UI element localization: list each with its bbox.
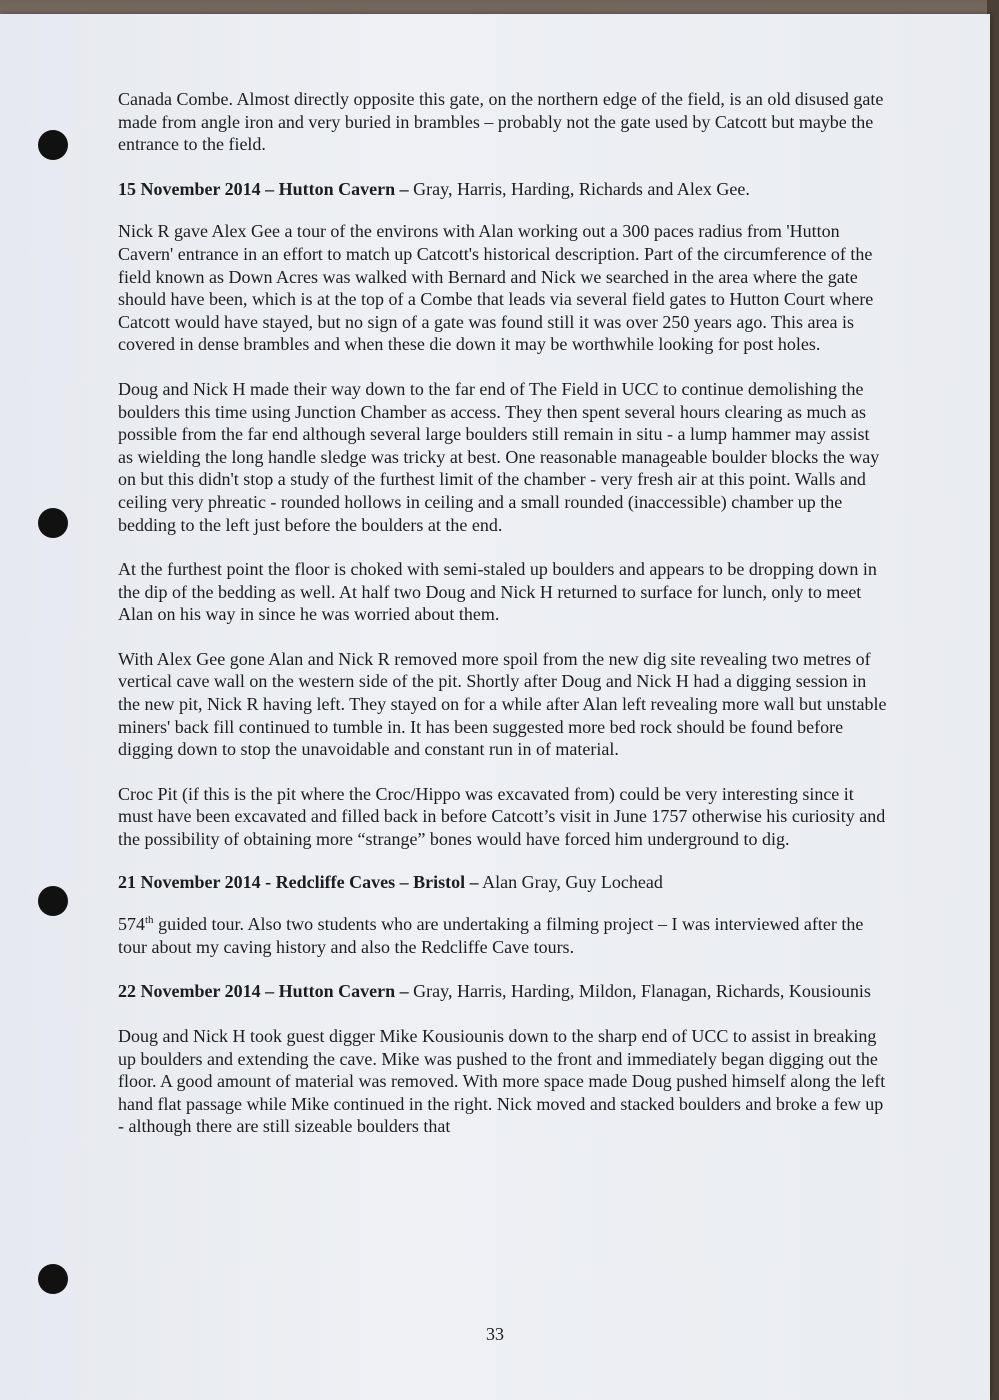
entry-heading-22-nov (118, 980, 888, 1003)
entry-people: Alan Gray, Guy Lochead (478, 871, 663, 892)
paragraph-5: Croc Pit (if this is the pit where the Croc/Hippo was excavated from) could be very interesting since it must have been excavated and filled back in before Catcott’s visit in June 1757 otherwise his curiosity and the possibility of obtaining more “strange” bones would have forced him underground to dig. (118, 783, 886, 850)
page-number: 33 (486, 1324, 504, 1344)
entry-heading-15-nov (118, 178, 888, 201)
ordinal-suffix: th (145, 914, 154, 927)
paragraph-6 (118, 913, 888, 958)
paragraph-7: Doug and Nick H took guest digger Mike Kousiounis down to the sharp end of UCC to assist in breaking up boulders and extending the cave. Mike was pushed to the front and immediately began digging out the floor. A good amount of material was removed. With more space made Doug pushed himself along the left hand flat passage while Mike continued in the right. Nick moved and stacked boulders and broke a few up - although there are still sizeable boulders that (118, 1026, 886, 1137)
tour-number: 574 (118, 914, 145, 935)
punch-hole-2 (38, 508, 68, 538)
punch-hole-1 (38, 130, 68, 160)
paragraph-3: At the furthest point the floor is choked with semi-staled up boulders and appears to be dropping down in the dip of the bedding as well. At half two Doug and Nick H returned to surface for lunch, only to meet Alan on his way in since he was worried about them. (118, 559, 877, 625)
paragraph-1: Nick R gave Alex Gee a tour of the environs with Alan working out a 300 paces radius from 'Hutton Cavern' entrance in an effort to match up Catcott's historical description. Part of the circumference of the field known as Down Acres was walked with Bernard and Nick we searched in the area where the gate should have been, which is at the top of a Combe that leads via several field gates to Hutton Court where Catcott would have stayed, but no sign of a gate was found still it was over 250 years ago. This area is covered in dense brambles and when these die down it may be worthwhile looking for post holes. (118, 221, 874, 355)
entry-title: 22 November 2014 – Hutton Cavern – (118, 981, 409, 1002)
entry-heading-21-nov (118, 871, 888, 894)
paragraph-continuation: Canada Combe. Almost directly opposite this gate, on the northern edge of the field, is an old disused gate made from angle iron and very buried in brambles – probably not the gate used by Catcott but maybe the entrance to the field. (118, 89, 884, 155)
punch-hole-3 (38, 886, 68, 916)
entry-title: 15 November 2014 – Hutton Cavern – (118, 178, 409, 199)
paragraph-6-text: guided tour. Also two students who are undertaking a filming project – I was interviewed after the tour about my caving history and also the Redcliffe Cave tours. (118, 914, 864, 957)
punch-hole-4 (38, 1264, 68, 1294)
paragraph-4: With Alex Gee gone Alan and Nick R removed more spoil from the new dig site revealing two metres of vertical cave wall on the western side of the pit. Shortly after Doug and Nick H had a digging session in the new pit, Nick R having left. They stayed on for a while after Alan left revealing more wall but unstable miners' back fill continued to tumble in. It has been suggested more bed rock should be found before digging down to stop the unavoidable and constant run in of material. (118, 648, 887, 760)
entry-people: Gray, Harris, Harding, Richards and Alex Gee. (408, 178, 750, 199)
entry-title: 21 November 2014 - Redcliffe Caves – Bristol – (118, 871, 479, 892)
paragraph-2: Doug and Nick H made their way down to the far end of The Field in UCC to continue demolishing the boulders this time using Junction Chamber as access. They then spent several hours clearing as much as possible from the far end although several large boulders still remain in situ - a lump hammer may assist as wielding the long handle sledge was tricky at best. One reasonable manageable boulder blocks the way on but this didn't stop a study of the furthest limit of the chamber - very fresh air at this point. Walls and ceiling very phreatic - rounded hollows in ceiling and a small rounded (inaccessible) chamber up the bedding to the left just before the boulders at the end. (118, 378, 880, 535)
entry-people: Gray, Harris, Harding, Mildon, Flanagan, Richards, Kousiounis (408, 981, 871, 1002)
page-body (118, 88, 888, 1160)
